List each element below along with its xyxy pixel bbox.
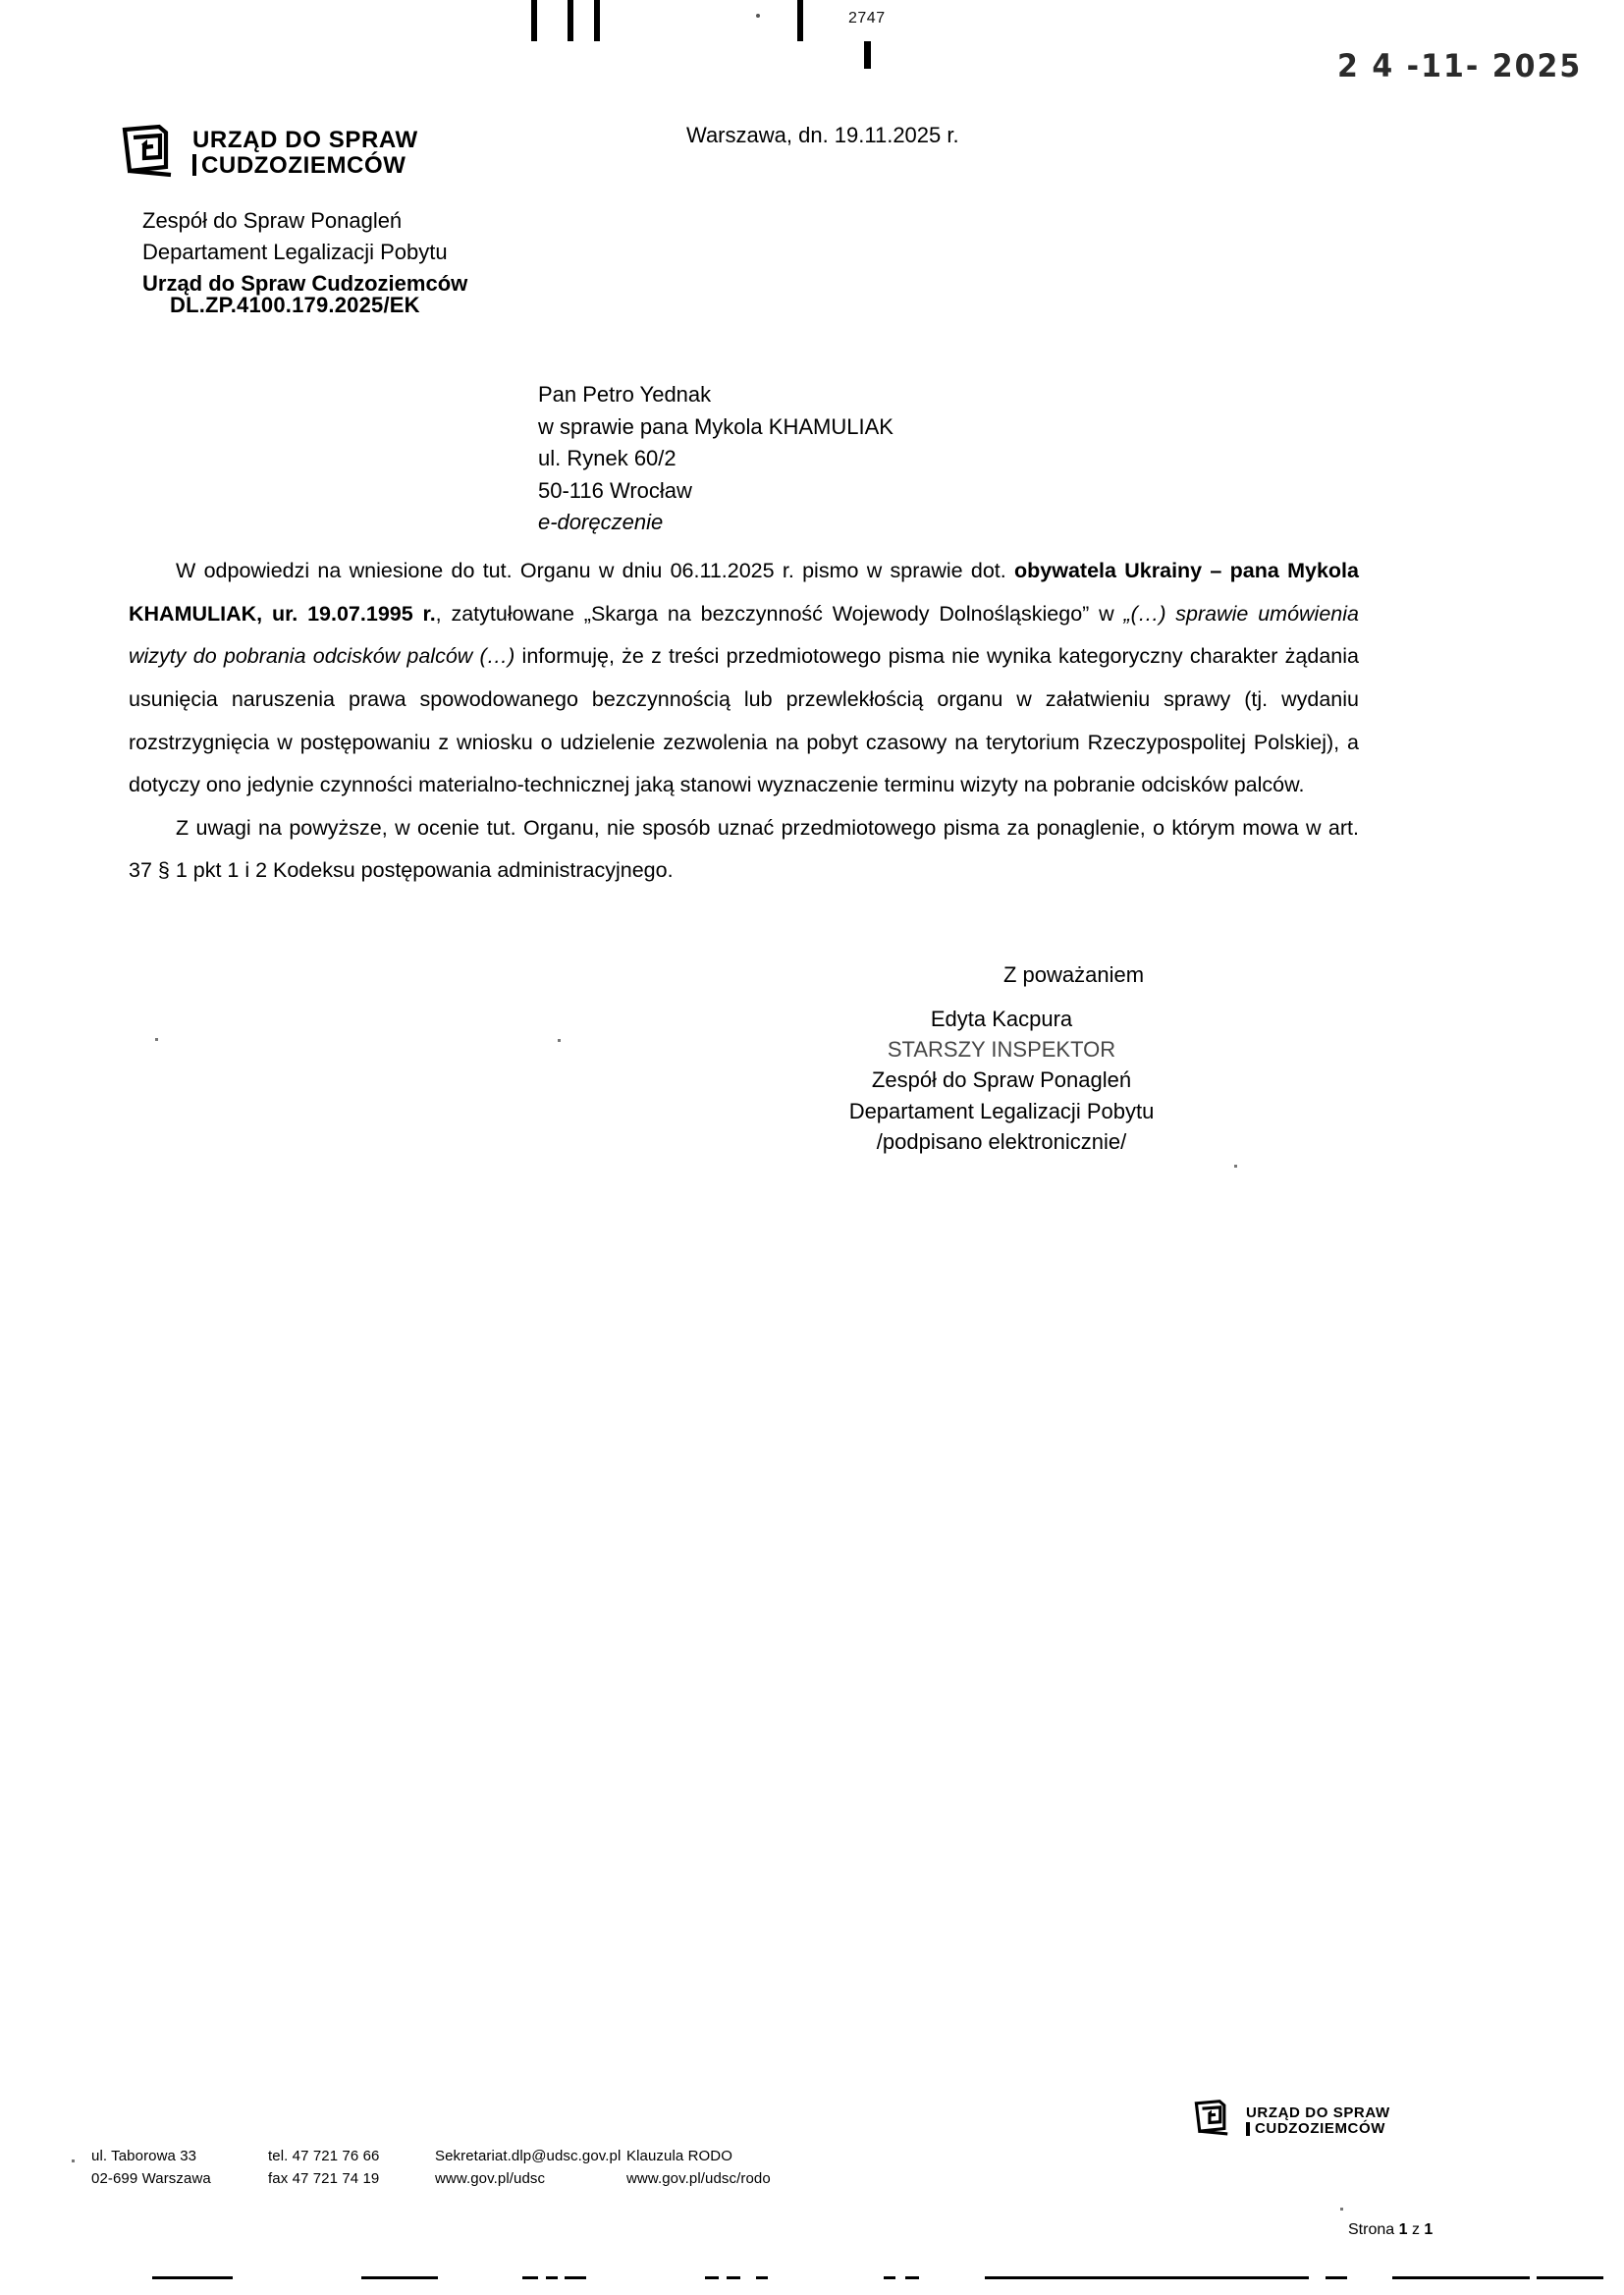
sender-unit: Zespół do Spraw Ponagleń <box>142 208 403 233</box>
udsc-logo-icon <box>120 120 181 186</box>
footer-logo-wordmark <box>1246 2105 1390 2137</box>
body-p1-bold-1: obywatela Ukrainy – pana Mykola KHAMULIAK, ur. 19.07.1995 r. <box>129 559 1359 626</box>
scan-speckle <box>756 14 760 18</box>
body-p1-text-1: W odpowiedzi na wniesione do tut. Organu w dniu 06.11.2025 r. pismo w sprawie dot. <box>176 559 1015 582</box>
recipient-name: Pan Petro Yednak <box>538 382 712 407</box>
footer-rodo-url[interactable]: www.gov.pl/udsc/rodo <box>626 2169 771 2187</box>
scan-artifact-bar <box>797 0 803 41</box>
case-reference-number: DL.ZP.4100.179.2025/EK <box>170 293 420 317</box>
signature-electronic-note: /podpisano elektronicznie/ <box>876 1128 1127 1154</box>
footer-contact-info <box>91 2146 842 2191</box>
scan-bottom-edge <box>0 2276 1624 2282</box>
footer-phone-column <box>268 2146 435 2191</box>
logo-line-2: CUDZOZIEMCÓW <box>201 151 406 179</box>
footer-fax: fax 47 721 74 19 <box>268 2169 380 2187</box>
signatory-department: Departament Legalizacji Pobytu <box>848 1098 1155 1123</box>
page-number-prefix: Strona <box>1348 2221 1399 2238</box>
scan-speckle <box>1234 1165 1237 1168</box>
signatory-unit: Zespół do Spraw Ponagleń <box>871 1067 1132 1093</box>
logo-wordmark <box>192 128 418 179</box>
signature-greeting: Z poważaniem <box>1003 962 1145 987</box>
udsc-logo-icon <box>1193 2097 1234 2146</box>
footer-email[interactable]: Sekretariat.dlp@udsc.gov.pl <box>435 2148 622 2164</box>
letterhead-logo <box>120 120 418 186</box>
stamp-received-date: 2 4 -11- 2025 <box>1337 47 1583 85</box>
page-number-separator: z <box>1407 2221 1425 2238</box>
page-number-total: 1 <box>1424 2221 1434 2238</box>
letter-body <box>129 550 1359 893</box>
footer-website[interactable]: www.gov.pl/udsc <box>435 2169 546 2187</box>
footer-logo-line-1: URZĄD DO SPRAW <box>1246 2104 1390 2121</box>
scan-speckle <box>155 1038 158 1041</box>
footer-address-line-2: 02-699 Warszawa <box>91 2169 211 2187</box>
page-number-current: 1 <box>1398 2221 1408 2238</box>
logo-line-1: URZĄD DO SPRAW <box>192 126 418 153</box>
signature-block <box>849 1004 1155 1157</box>
footer-logo <box>1193 2097 1390 2146</box>
body-p1-italic-1: „(…) sprawie umówienia wizyty do pobrania odcisków palców (…) <box>129 601 1359 669</box>
scan-artifact-bar <box>531 0 537 41</box>
stamp-registration-number: 2747 <box>848 10 886 27</box>
footer-address-column <box>91 2146 268 2191</box>
scan-speckle <box>558 1039 561 1042</box>
footer-phone: tel. 47 721 76 66 <box>268 2148 380 2164</box>
scan-speckle <box>1340 2208 1343 2211</box>
footer-web-column <box>435 2146 626 2191</box>
footer-logo-accent-bar <box>1246 2122 1250 2136</box>
logo-accent-bar <box>192 154 196 176</box>
footer-rodo-column <box>626 2146 842 2191</box>
body-p1-text-3: informuję, że z treści przedmiotowego pisma nie wynika kategoryczny charakter żądania usunięcia naruszenia prawa spowodowanego bezczynnością lub przewlekłością organu w załatwieniu sprawy (tj. wydaniu rozstrzygnięcia w postępowaniu z wniosku o udzielenie zezwolenia na pobyt czasowy na terytorium Rzeczypospolitej Polskiej), a dotyczy ono jedynie czynności materialno-technicznej jaką stanowi wyznaczenie terminu wizyty na pobranie odcisków palców. <box>129 644 1359 797</box>
scan-artifact-bar <box>568 0 573 41</box>
sender-block <box>142 205 467 300</box>
body-paragraph-1 <box>129 550 1359 807</box>
scan-artifact-bar <box>864 41 871 69</box>
page-number <box>1348 2221 1433 2239</box>
recipient-street: ul. Rynek 60/2 <box>538 446 677 471</box>
recipient-block <box>538 379 893 539</box>
footer-rodo-label: Klauzula RODO <box>626 2148 733 2164</box>
recipient-city: 50-116 Wrocław <box>538 477 692 503</box>
footer-logo-line-2: CUDZOZIEMCÓW <box>1255 2119 1386 2137</box>
body-paragraph-2: Z uwagi na powyższe, w ocenie tut. Organu, nie sposób uznać przedmiotowego pisma za ponaglenie, o którym mowa w art. 37 § 1 pkt 1 i 2 Kodeksu postępowania administracyjnego. <box>129 815 1359 883</box>
recipient-case-subject: w sprawie pana Mykola KHAMULIAK <box>538 413 893 439</box>
footer-address-line-1: ul. Taborowa 33 <box>91 2148 197 2164</box>
signatory-name: Edyta Kacpura <box>930 1007 1073 1031</box>
signatory-title: STARSZY INSPEKTOR <box>887 1037 1116 1063</box>
scan-speckle <box>72 2159 75 2162</box>
recipient-delivery-method: e-doręczenie <box>538 510 664 535</box>
place-and-date: Warszawa, dn. 19.11.2025 r. <box>686 123 959 147</box>
body-p1-text-2: , zatytułowane „Skarga na bezczynność Wojewody Dolnośląskiego” w <box>435 601 1124 626</box>
sender-office: Urząd do Spraw Cudzoziemców <box>142 270 468 296</box>
sender-department: Departament Legalizacji Pobytu <box>142 239 448 264</box>
scan-artifact-bar <box>594 0 600 41</box>
